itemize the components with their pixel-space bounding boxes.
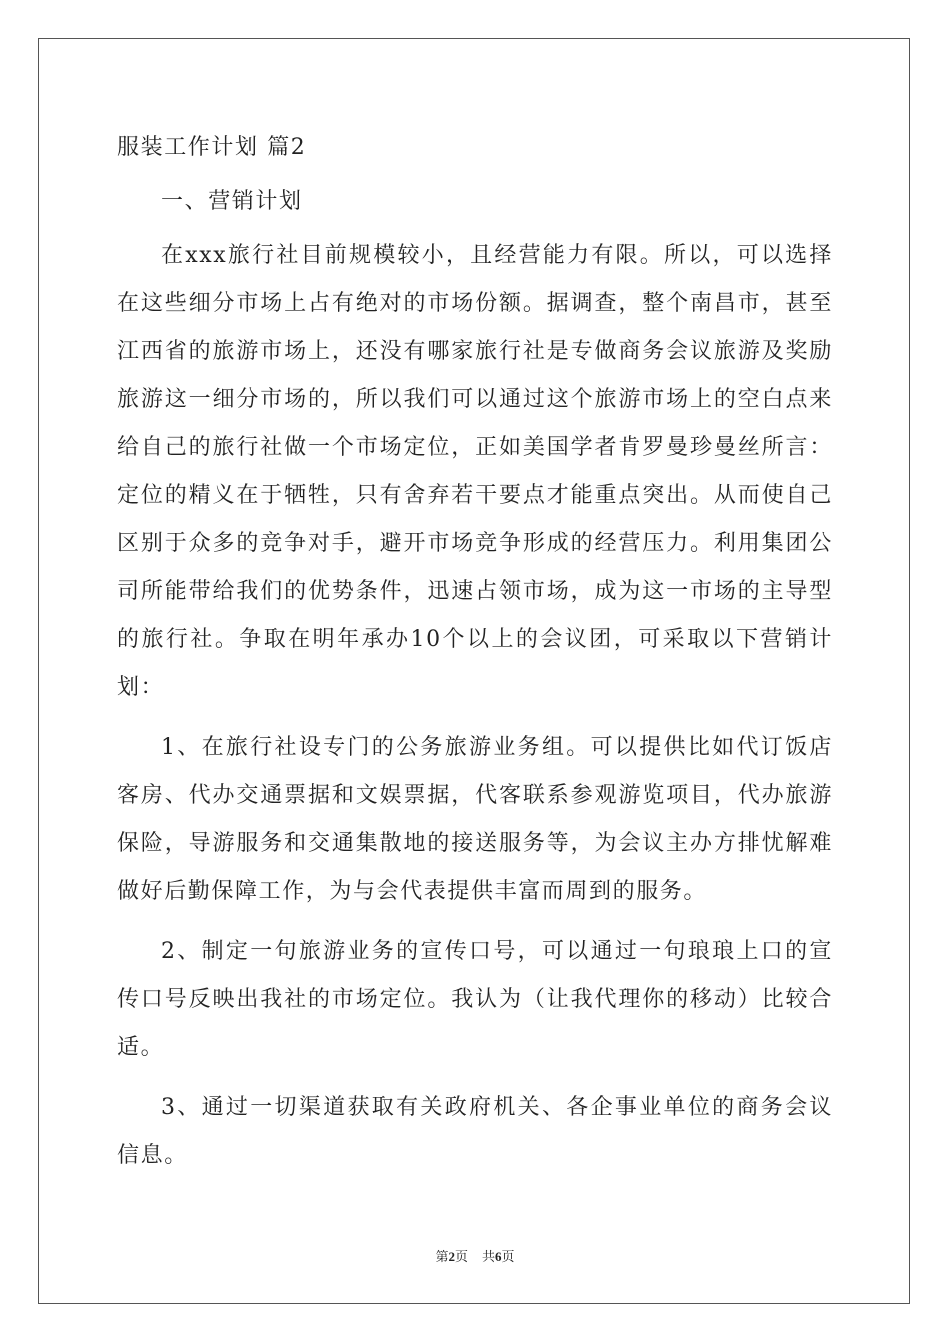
document-body	[117, 128, 833, 1192]
page-prefix: 第	[435, 1249, 449, 1264]
total-pages: 6	[495, 1249, 502, 1264]
section-heading: 一、营销计划	[161, 189, 303, 214]
document-title: 服装工作计划 篇2	[117, 135, 307, 160]
paragraph-item-1: 1、在旅行社设专门的公务旅游业务组。可以提供比如代订饭店客房、代办交通票据和文娱票据，代客联系参观游览项目，代办旅游保险，导游服务和交通集散地的接送服务等，为会议主办方排忧解难做好后勤保障工作，为与会代表提供丰富而周到的服务。	[117, 735, 833, 904]
page-footer	[0, 1246, 950, 1265]
total-prefix: 共	[482, 1249, 496, 1264]
total-suffix: 页	[501, 1249, 515, 1264]
paragraph-intro: 在xxx旅行社目前规模较小，且经营能力有限。所以，可以选择在这些细分市场上占有绝对的市场份额。据调查，整个南昌市，甚至江西省的旅游市场上，还没有哪家旅行社是专做商务会议旅游及奖励旅游这一细分市场的，所以我们可以通过这个旅游市场上的空白点来给自己的旅行社做一个市场定位，正如美国学者肯罗曼珍曼丝所言：定位的精义在于牺牲，只有舍弃若干要点才能重点突出。从而使自己区别于众多的竞争对手，避开市场竞争形成的经营压力。利用集团公司所能带给我们的优势条件，迅速占领市场，成为这一市场的主导型的旅行社。争取在明年承办10个以上的会议团，可采取以下营销计划：	[117, 243, 833, 700]
paragraph-item-3: 3、通过一切渠道获取有关政府机关、各企事业单位的商务会议信息。	[117, 1095, 833, 1168]
page-suffix: 页	[454, 1249, 468, 1264]
page-number: 2	[448, 1249, 455, 1264]
paragraph-item-2: 2、制定一句旅游业务的宣传口号，可以通过一句琅琅上口的宣传口号反映出我社的市场定位。我认为（让我代理你的移动）比较合适。	[117, 939, 833, 1060]
